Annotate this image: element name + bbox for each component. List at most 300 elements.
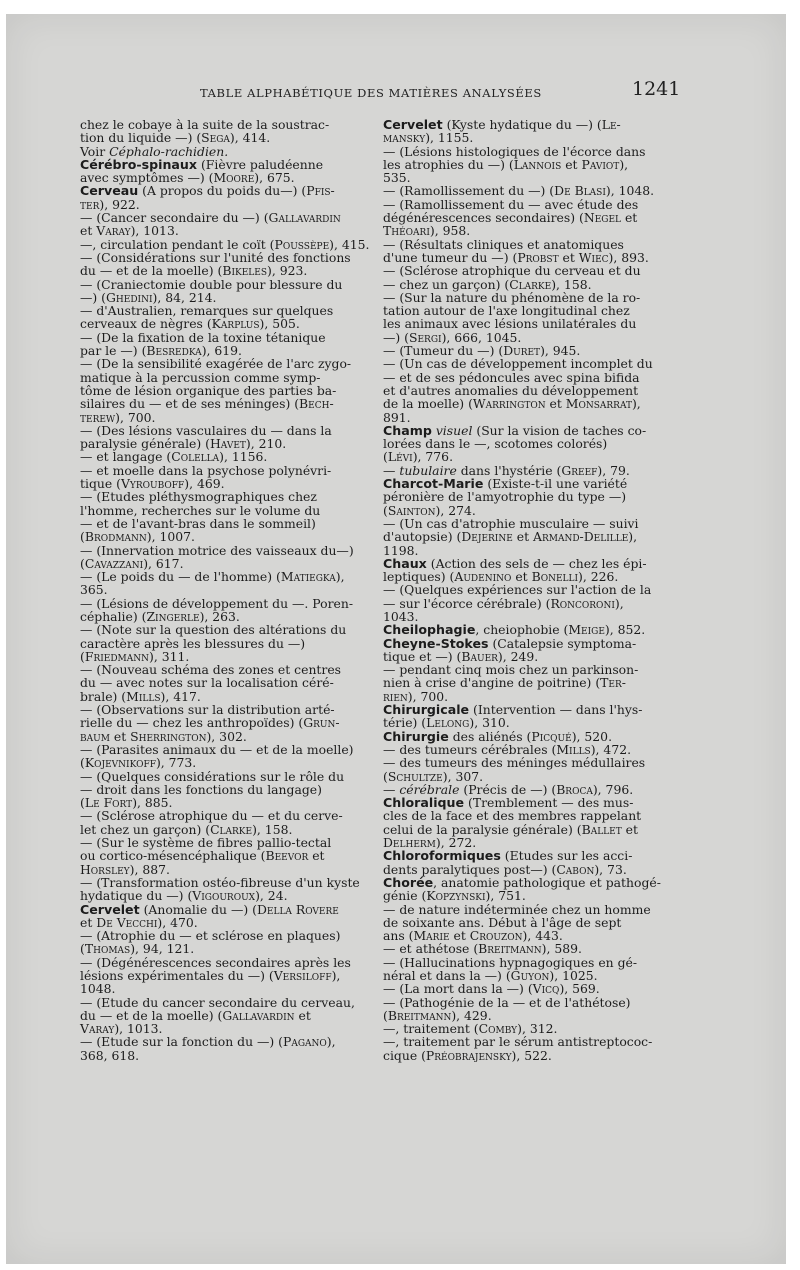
index-line bbox=[383, 530, 673, 543]
entry-text: — (Résultats cliniques et anatomiques bbox=[383, 236, 624, 252]
index-line bbox=[383, 251, 673, 264]
author-name: Clarke bbox=[509, 276, 552, 292]
entry-text: ), 415. bbox=[329, 236, 370, 252]
entry-text: — et de ses pédoncules avec spina bifida bbox=[383, 369, 640, 385]
entry-text: ), 675. bbox=[254, 170, 295, 186]
index-line bbox=[383, 836, 673, 849]
entry-text: chez le cobaye à la suite de la soustrac- bbox=[80, 117, 330, 132]
entry-text: cerveaux de nègres ( bbox=[80, 316, 212, 332]
entry-heading: Cérébro-spinaux bbox=[80, 156, 198, 172]
running-title: TABLE ALPHABÉTIQUE DES MATIÈRES ANALYSÉES bbox=[200, 86, 542, 100]
entry-text: d'autopsie) ( bbox=[383, 529, 462, 545]
index-line bbox=[383, 956, 673, 969]
entry-text: — (Ramollissement du — avec étude des bbox=[383, 196, 639, 212]
entry-text: ), 263. bbox=[199, 608, 240, 624]
index-line bbox=[80, 198, 370, 211]
entry-text: (Existe-t-il une variété bbox=[483, 476, 628, 492]
index-line bbox=[80, 477, 370, 490]
index-line bbox=[80, 716, 370, 729]
index-line bbox=[80, 849, 370, 862]
italic-term: Céphalo-rachidien. bbox=[109, 143, 229, 159]
index-line bbox=[80, 903, 370, 916]
index-line bbox=[383, 344, 673, 357]
index-line bbox=[383, 690, 673, 703]
index-line bbox=[80, 131, 370, 144]
entry-text: (Etudes sur les acci- bbox=[500, 848, 633, 864]
entry-text: — (Note sur la question des altérations du bbox=[80, 622, 347, 638]
index-line bbox=[80, 743, 370, 756]
author-name: Comby bbox=[478, 1021, 518, 1037]
entry-text: ( bbox=[383, 449, 388, 465]
entry-text: lorées dans le —, scotomes colorés) bbox=[383, 436, 608, 452]
entry-text: silaires du — et de ses méninges) ( bbox=[80, 396, 300, 412]
index-line bbox=[383, 623, 673, 636]
index-line bbox=[80, 424, 370, 437]
italic-term: tubulaire bbox=[399, 462, 457, 478]
entry-text: ), 158. bbox=[252, 821, 293, 837]
index-line bbox=[383, 809, 673, 822]
index-line bbox=[383, 796, 673, 809]
entry-text: et bbox=[621, 210, 638, 226]
entry-text: du — et de la moelle) ( bbox=[80, 1007, 223, 1023]
entry-text: ( bbox=[80, 555, 85, 571]
entry-text: ), 619. bbox=[201, 343, 242, 359]
author-name: Ghedini bbox=[106, 289, 153, 305]
index-line bbox=[80, 530, 370, 543]
entry-text: ), 852. bbox=[604, 622, 646, 638]
author-name: Greef bbox=[561, 462, 598, 478]
index-line bbox=[383, 477, 673, 490]
author-name: Marie bbox=[413, 928, 450, 944]
entry-text: Voir bbox=[80, 143, 110, 159]
author-name: Warrington bbox=[472, 396, 546, 412]
entry-text: les atrophies du —) ( bbox=[383, 156, 514, 172]
entry-text: et bbox=[308, 848, 325, 864]
author-name: Probst bbox=[517, 249, 559, 265]
index-line bbox=[80, 344, 370, 357]
author-name: Kojevnikoff bbox=[84, 755, 156, 771]
author-name: Armand-Delille bbox=[533, 529, 629, 545]
index-line bbox=[383, 384, 673, 397]
entry-text: ( bbox=[383, 768, 388, 784]
author-name: Versiloff bbox=[273, 968, 332, 983]
entry-text: ), 472. bbox=[590, 741, 632, 757]
index-line bbox=[383, 583, 673, 596]
index-line bbox=[383, 663, 673, 676]
entry-text: dents paralytiques post—) ( bbox=[383, 861, 557, 877]
author-name: baum bbox=[80, 728, 110, 744]
entry-text: et bbox=[80, 914, 97, 930]
entry-text: génie ( bbox=[383, 888, 427, 904]
author-name: Poussèpe bbox=[274, 236, 330, 252]
author-name: Horsley bbox=[80, 861, 130, 877]
index-line bbox=[383, 264, 673, 277]
entry-text: ), 79. bbox=[597, 462, 630, 478]
entry-text: ), 1025. bbox=[549, 968, 598, 983]
index-line bbox=[80, 557, 370, 570]
entry-text: — (De la fixation de la toxine tétanique bbox=[80, 329, 326, 345]
index-line bbox=[383, 676, 673, 689]
entry-text: ), 1048. bbox=[605, 183, 655, 199]
entry-text: ), 1155. bbox=[425, 130, 474, 146]
entry-text: matique à la percussion comme symp- bbox=[80, 369, 321, 385]
index-line bbox=[80, 371, 370, 384]
author-name: Lelong bbox=[426, 715, 470, 731]
author-name: Monsarrat bbox=[565, 396, 632, 412]
entry-text: — bbox=[383, 462, 400, 478]
index-line bbox=[383, 770, 673, 783]
index-line bbox=[383, 942, 673, 955]
index-line bbox=[80, 278, 370, 291]
entry-text: — (Lésions de développement du —. Poren- bbox=[80, 595, 354, 611]
entry-text: ), 773. bbox=[155, 755, 197, 771]
index-line bbox=[80, 703, 370, 716]
entry-text: ( bbox=[80, 648, 85, 664]
entry-text: —, circulation pendant le coït ( bbox=[80, 236, 275, 252]
entry-text: et d'autres anomalies du développement bbox=[383, 382, 639, 398]
entry-text: nien à crise d'angine de poitrine) ( bbox=[383, 675, 601, 691]
entry-text: l'homme, recherches sur le volume du bbox=[80, 502, 321, 518]
entry-text: 535. bbox=[383, 170, 411, 186]
entry-text: ), 922. bbox=[99, 196, 140, 212]
index-line bbox=[80, 982, 370, 995]
entry-text: ), 893. bbox=[608, 249, 649, 265]
index-line bbox=[383, 557, 673, 570]
entry-text: —, traitement ( bbox=[383, 1021, 479, 1037]
index-line bbox=[80, 1009, 370, 1022]
index-line bbox=[383, 118, 673, 131]
entry-text: et bbox=[294, 1007, 311, 1023]
index-line bbox=[383, 597, 673, 610]
index-line bbox=[80, 304, 370, 317]
entry-text: par le —) ( bbox=[80, 343, 147, 359]
author-name: Cabon bbox=[556, 861, 595, 877]
author-name: Matiegka bbox=[280, 569, 336, 585]
entry-text: ), 429. bbox=[451, 1007, 492, 1023]
entry-text: (Action des sels de — chez les épi- bbox=[426, 555, 647, 571]
index-line bbox=[80, 623, 370, 636]
entry-heading: Cerveau bbox=[80, 183, 139, 199]
index-line bbox=[383, 171, 673, 184]
index-line bbox=[383, 1035, 673, 1048]
entry-heading: Cervelet bbox=[80, 901, 140, 917]
index-line bbox=[383, 424, 673, 437]
author-name: Roncoroni bbox=[550, 595, 615, 611]
entry-text: — (Pathogénie de la — et de l'athétose) bbox=[383, 994, 631, 1010]
entry-text: rielle du — chez les anthropoïdes) ( bbox=[80, 715, 304, 731]
entry-text: — (Lésions histologiques de l'écorce dans bbox=[383, 143, 646, 159]
entry-text: — (Des lésions vasculaires du — dans la bbox=[80, 422, 332, 438]
page-header bbox=[0, 78, 800, 102]
entry-text: ), 302. bbox=[206, 728, 247, 744]
index-line bbox=[383, 145, 673, 158]
index-line bbox=[383, 876, 673, 889]
entry-text: de soixante ans. Début à l'âge de sept bbox=[383, 914, 622, 930]
index-line bbox=[383, 158, 673, 171]
entry-text: 368, 618. bbox=[80, 1047, 140, 1063]
entry-text: d'une tumeur du —) ( bbox=[383, 249, 518, 265]
entry-text: néral et dans la —) ( bbox=[383, 968, 511, 983]
entry-text: ), 885. bbox=[132, 795, 173, 811]
entry-text: et bbox=[512, 529, 534, 545]
index-line bbox=[383, 703, 673, 716]
entry-text: cique ( bbox=[383, 1047, 426, 1063]
entry-text: ), 796. bbox=[592, 781, 634, 797]
entry-text: ), 887. bbox=[129, 861, 170, 877]
entry-text: — (Quelques considérations sur le rôle du bbox=[80, 768, 345, 784]
entry-text: — (Atrophie du — et sclérose en plaques) bbox=[80, 928, 341, 944]
entry-text: ), 751. bbox=[485, 888, 526, 904]
entry-text: tôme de lésion organique des parties ba- bbox=[80, 382, 337, 398]
author-name: Vyrouboff bbox=[120, 476, 185, 492]
entry-text: — (Le poids du — de l'homme) ( bbox=[80, 569, 281, 585]
index-line bbox=[80, 1049, 370, 1062]
entry-text: —) ( bbox=[80, 289, 106, 305]
entry-text: — (Etudes pléthysmographiques chez bbox=[80, 489, 317, 505]
entry-text: ), 73. bbox=[594, 861, 627, 877]
index-line bbox=[383, 504, 673, 517]
index-line bbox=[383, 849, 673, 862]
italic-term: visuel bbox=[435, 422, 473, 438]
entry-text: — de nature indéterminée chez un homme bbox=[383, 901, 651, 917]
entry-text: ), 417. bbox=[160, 688, 201, 704]
entry-heading: Cheilophagie bbox=[383, 622, 476, 638]
entry-text: leptiques) ( bbox=[383, 569, 455, 585]
entry-text: — (Dégénérescences secondaires après les bbox=[80, 954, 351, 970]
index-line bbox=[80, 663, 370, 676]
entry-text: ( bbox=[80, 941, 85, 957]
entry-text: ), 210. bbox=[245, 436, 287, 452]
author-name: Negel bbox=[583, 210, 622, 226]
entry-heading: Cervelet bbox=[383, 117, 443, 132]
index-line bbox=[80, 876, 370, 889]
author-name: Brodmann bbox=[84, 529, 147, 545]
entry-text: ), 923. bbox=[267, 263, 308, 279]
author-name: Sega bbox=[201, 130, 230, 146]
entry-text: ), 700. bbox=[407, 688, 449, 704]
index-line bbox=[80, 1035, 370, 1048]
entry-heading: Chloroformiques bbox=[383, 848, 501, 864]
index-line bbox=[80, 730, 370, 743]
index-line bbox=[383, 331, 673, 344]
author-name: Sainton bbox=[387, 502, 436, 518]
author-name: Bonelli bbox=[531, 569, 579, 585]
entry-text: du — et de la moelle) ( bbox=[80, 263, 223, 279]
author-name: Crouzon bbox=[469, 928, 523, 944]
entry-text: — d'Australien, remarques sur quelques bbox=[80, 303, 334, 319]
index-line bbox=[383, 637, 673, 650]
entry-text: ), 443. bbox=[522, 928, 563, 944]
index-line bbox=[80, 490, 370, 503]
author-name: rien bbox=[383, 688, 408, 704]
entry-text: caractère après les blessures du —) bbox=[80, 635, 306, 651]
entry-text: lésions expérimentales du —) ( bbox=[80, 968, 274, 983]
entry-text: 1198. bbox=[383, 542, 419, 558]
index-line bbox=[80, 770, 370, 783]
entry-text: péronière de l'amyotrophie du type —) bbox=[383, 489, 627, 505]
entry-text: — chez un garçon) ( bbox=[383, 276, 510, 292]
entry-text: ), bbox=[331, 968, 341, 983]
author-name: De Vecchi bbox=[96, 914, 158, 930]
index-line bbox=[80, 996, 370, 1009]
entry-text: —) ( bbox=[383, 329, 409, 345]
index-line bbox=[383, 517, 673, 530]
index-line bbox=[80, 650, 370, 663]
entry-text: ), 1007. bbox=[146, 529, 195, 545]
entry-text: tation autour de l'axe longitudinal chez bbox=[383, 303, 630, 319]
entry-text: ), 520. bbox=[571, 728, 613, 744]
index-line bbox=[383, 224, 673, 237]
entry-text: ), 1013. bbox=[114, 1021, 163, 1037]
index-line bbox=[80, 570, 370, 583]
index-line bbox=[80, 331, 370, 344]
author-name: Sherrington bbox=[130, 728, 207, 744]
entry-heading: Chirurgicale bbox=[383, 702, 470, 718]
entry-text: du — avec notes sur la localisation céré- bbox=[80, 675, 334, 691]
author-name: Guyon bbox=[510, 968, 550, 983]
entry-text: ), 226. bbox=[578, 569, 619, 585]
entry-text: ( bbox=[383, 502, 388, 518]
entry-text: — (Innervation motrice des vaisseaux du—) bbox=[80, 542, 354, 558]
entry-text: et bbox=[561, 156, 582, 172]
author-name: Varay bbox=[80, 1021, 115, 1037]
entry-text: 365. bbox=[80, 582, 108, 598]
index-line bbox=[80, 517, 370, 530]
entry-text: — et de l'avant-bras dans le sommeil) bbox=[80, 515, 316, 531]
entry-text: ), bbox=[619, 156, 629, 172]
entry-text: ), 310. bbox=[469, 715, 510, 731]
entry-text: — (Sclérose atrophique du — et du cerve- bbox=[80, 808, 343, 824]
entry-text: — (De la sensibilité exagérée de l'arc zygo- bbox=[80, 356, 352, 372]
entry-text: — (La mort dans la —) ( bbox=[383, 981, 533, 997]
entry-text: térie) ( bbox=[383, 715, 427, 731]
index-line bbox=[80, 158, 370, 171]
index-line bbox=[80, 118, 370, 131]
author-name: Dejerine bbox=[461, 529, 513, 545]
index-line bbox=[80, 291, 370, 304]
index-line bbox=[80, 597, 370, 610]
entry-text: — sur l'écorce cérébrale) ( bbox=[383, 595, 551, 611]
author-name: Clarke bbox=[210, 821, 253, 837]
index-line bbox=[80, 942, 370, 955]
index-line bbox=[383, 889, 673, 902]
author-name: Gallavardin bbox=[222, 1007, 295, 1023]
entry-text: — (Nouveau schéma des zones et centres bbox=[80, 662, 342, 678]
entry-text: dégénérescences secondaires) ( bbox=[383, 210, 584, 226]
entry-text: tion du liquide —) ( bbox=[80, 130, 202, 146]
index-line bbox=[80, 171, 370, 184]
author-name: Varay bbox=[96, 223, 131, 239]
entry-text: celui de la paralysie générale) ( bbox=[383, 821, 582, 837]
index-line bbox=[383, 371, 673, 384]
entry-text: ans ( bbox=[383, 928, 414, 944]
index-line bbox=[80, 796, 370, 809]
entry-text: (Intervention — dans l'hys- bbox=[469, 702, 643, 718]
index-line bbox=[383, 450, 673, 463]
index-line bbox=[383, 304, 673, 317]
index-line bbox=[383, 929, 673, 942]
entry-text: tique et —) ( bbox=[383, 648, 462, 664]
entry-text: brale) ( bbox=[80, 688, 127, 704]
entry-text: — (Un cas de développement incomplet du bbox=[383, 356, 653, 372]
index-line bbox=[383, 1009, 673, 1022]
entry-text: — (Observations sur la distribution arté- bbox=[80, 702, 335, 718]
index-line bbox=[80, 583, 370, 596]
index-line bbox=[80, 504, 370, 517]
entry-text: ), 249. bbox=[497, 648, 539, 664]
index-line bbox=[80, 929, 370, 942]
entry-text: ), 94, 121. bbox=[130, 941, 195, 957]
entry-text: dans l'hystérie ( bbox=[456, 462, 562, 478]
author-name: Ballet bbox=[581, 821, 622, 837]
index-line bbox=[383, 756, 673, 769]
entry-text: — (Etude du cancer secondaire du cerveau, bbox=[80, 994, 355, 1010]
author-name: Grun- bbox=[303, 715, 340, 731]
entry-text: ), 589. bbox=[541, 941, 582, 957]
italic-term: cérébrale bbox=[399, 781, 460, 797]
author-name: Cavazzani bbox=[84, 555, 144, 571]
entry-text: (Catalepsie symptoma- bbox=[488, 635, 637, 651]
author-name: Mills bbox=[126, 688, 161, 704]
index-column-left bbox=[80, 118, 370, 1062]
entry-text: — (Craniectomie double pour blessure du bbox=[80, 276, 343, 292]
entry-text: avec symptômes —) ( bbox=[80, 170, 214, 186]
entry-text: — (Cancer secondaire du —) ( bbox=[80, 210, 269, 226]
author-name: Préobrajensky bbox=[425, 1047, 512, 1063]
entry-text: — et langage ( bbox=[80, 449, 172, 465]
entry-text: — des tumeurs cérébrales ( bbox=[383, 741, 557, 757]
index-line bbox=[80, 317, 370, 330]
index-line bbox=[383, 278, 673, 291]
entry-text: ), 84, 214. bbox=[152, 289, 217, 305]
index-line bbox=[80, 969, 370, 982]
author-name: Pfis- bbox=[306, 183, 335, 199]
author-name: ter bbox=[80, 196, 100, 212]
index-line bbox=[383, 730, 673, 743]
author-name: Schultze bbox=[387, 768, 443, 784]
entry-text: — (Etude sur la fonction du —) ( bbox=[80, 1034, 283, 1050]
entry-text: — des tumeurs des méninges médullaires bbox=[383, 755, 646, 771]
index-line bbox=[383, 317, 673, 330]
entry-heading: Chaux bbox=[383, 555, 427, 571]
entry-heading: Charcot-Marie bbox=[383, 476, 484, 492]
author-name: Lévi bbox=[387, 449, 413, 465]
entry-text: — bbox=[383, 781, 400, 797]
entry-text: ou cortico-mésencéphalique ( bbox=[80, 848, 266, 864]
author-name: Bauer bbox=[461, 648, 498, 664]
entry-text: (Fièvre paludéenne bbox=[197, 156, 324, 172]
author-name: Breitmann bbox=[478, 941, 542, 957]
author-name: Pagano bbox=[283, 1034, 327, 1050]
entry-text: (Sur la vision de taches co- bbox=[472, 422, 647, 438]
entry-text: ( bbox=[80, 755, 85, 771]
index-line bbox=[383, 131, 673, 144]
entry-text: ), 312. bbox=[517, 1021, 558, 1037]
author-name: Havet bbox=[209, 436, 246, 452]
index-line bbox=[80, 145, 370, 158]
entry-text: ( bbox=[80, 795, 85, 811]
index-line bbox=[383, 464, 673, 477]
entry-text: céphalie) ( bbox=[80, 608, 147, 624]
index-line bbox=[383, 743, 673, 756]
author-name: Broca bbox=[556, 781, 593, 797]
index-line bbox=[383, 211, 673, 224]
entry-text: les animaux avec lésions unilatérales du bbox=[383, 316, 637, 332]
entry-text: — (Hallucinations hypnagogiques en gé- bbox=[383, 954, 638, 970]
index-line bbox=[80, 809, 370, 822]
index-line bbox=[80, 836, 370, 849]
author-name: Sergi bbox=[409, 329, 442, 345]
